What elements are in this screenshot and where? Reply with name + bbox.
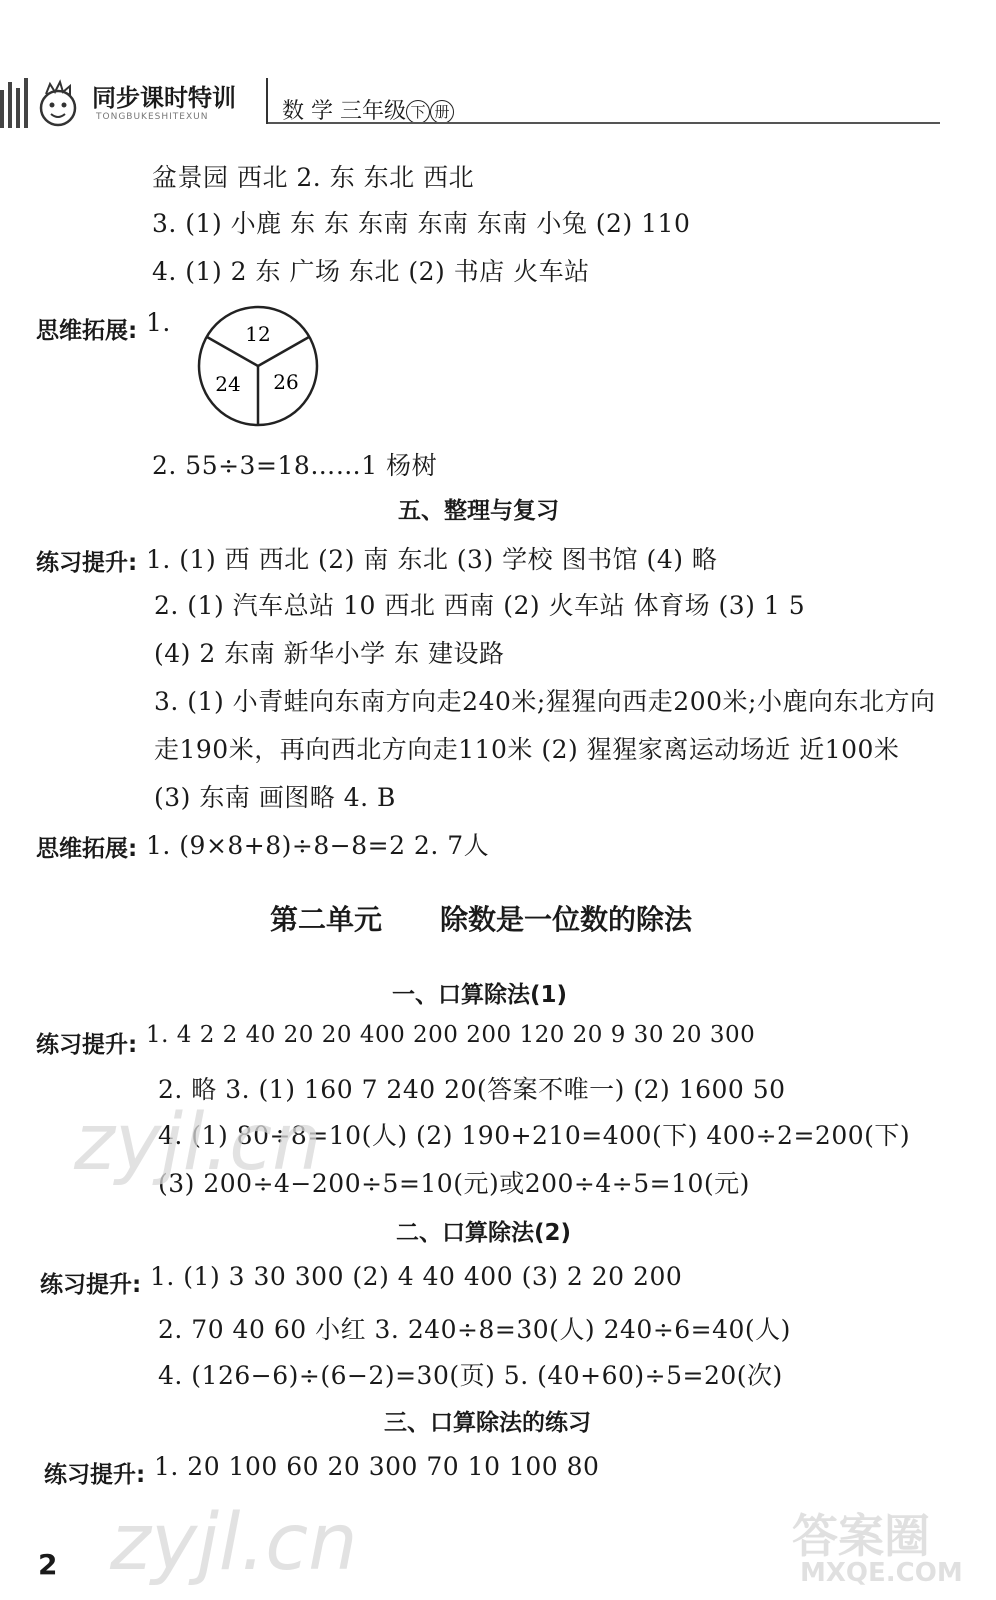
page-number: 2 — [38, 1548, 58, 1581]
section-title: 五、整理与复习 — [398, 498, 559, 524]
header-subject-grade — [282, 94, 454, 125]
section-title: 一、口算除法(1) — [392, 982, 568, 1008]
answer-line: 盆景园 西北 2. 东 东北 西北 — [152, 163, 475, 192]
watermark: zyjl.cn — [74, 1098, 322, 1188]
section-title: 二、口算除法(2) — [396, 1220, 572, 1246]
answer-line: (4) 2 东南 新华小学 东 建设路 — [154, 639, 505, 668]
answer-line: (3) 东南 画图略 4. B — [154, 783, 396, 812]
pie-diagram — [194, 304, 324, 428]
mascot-icon — [0, 70, 90, 132]
answer-line: 2. 略 3. (1) 160 7 240 20(答案不唯一) (2) 1600 50 — [158, 1075, 786, 1104]
watermark: zyjl.cn — [110, 1498, 358, 1588]
unit-title-left: 第二单元 — [270, 903, 383, 936]
header-logo — [0, 70, 90, 132]
section-title: 三、口算除法的练习 — [384, 1410, 591, 1436]
pie-label-left: 24 — [215, 372, 241, 396]
answer-line: 1. — [146, 308, 171, 337]
answer-line: 4. (1) 80÷8=10(人) (2) 190+210=400(下) 400÷2=200(下) — [158, 1121, 911, 1150]
section-label: 练习提升: — [44, 1462, 146, 1488]
volume-circle-a: 下 — [406, 100, 430, 124]
answer-line: 2. 55÷3=18……1 杨树 — [152, 451, 438, 480]
header-subtitle: TONGBUKESHITEXUN — [96, 112, 209, 122]
answer-line: 1. 4 2 2 40 20 20 400 200 200 120 20 9 30 20 300 — [146, 1022, 756, 1048]
answer-line: (3) 200÷4−200÷5=10(元)或200÷4÷5=10(元) — [158, 1169, 750, 1198]
answer-line: 3. (1) 小鹿 东 东 东南 东南 东南 小兔 (2) 110 — [152, 209, 691, 238]
section-label: 思维拓展: — [36, 318, 138, 344]
answer-line: 1. (1) 西 西北 (2) 南 东北 (3) 学校 图书馆 (4) 略 — [146, 545, 718, 574]
pie-label-right: 26 — [273, 370, 299, 394]
header-rule — [268, 122, 940, 124]
answer-line: 1. (9×8+8)÷8−8=2 2. 7人 — [146, 831, 490, 860]
answer-line: 走190米，再向西北方向走110米 (2) 猩猩家离运动场近 近100米 — [154, 735, 900, 764]
section-label: 思维拓展: — [36, 836, 138, 862]
answer-line: 1. 20 100 60 20 300 70 10 100 80 — [154, 1452, 600, 1481]
subject-grade-text: 数 学 三年级 — [282, 99, 406, 124]
header-title: 同步课时特训 — [92, 84, 236, 112]
pie-label-top: 12 — [245, 322, 271, 346]
answer-line: 4. (126−6)÷(6−2)=30(页) 5. (40+60)÷5=20(次) — [158, 1361, 783, 1390]
answer-line: 2. 70 40 60 小红 3. 240÷8=30(人) 240÷6=40(人) — [158, 1315, 791, 1344]
watermark: MXQE.COM — [800, 1558, 963, 1588]
unit-title-right: 除数是一位数的除法 — [440, 903, 693, 936]
section-label: 练习提升: — [36, 550, 138, 576]
header-divider — [266, 78, 268, 124]
section-label: 练习提升: — [36, 1032, 138, 1058]
watermark: 答案圈 — [792, 1509, 930, 1563]
answer-line: 2. (1) 汽车总站 10 西北 西南 (2) 火车站 体育场 (3) 1 5 — [154, 591, 806, 620]
answer-line: 3. (1) 小青蛙向东南方向走240米;猩猩向西走200米;小鹿向东北方向 — [154, 687, 936, 716]
answer-line: 1. (1) 3 30 300 (2) 4 40 400 (3) 2 20 200 — [150, 1262, 683, 1291]
answer-line: 4. (1) 2 东 广场 东北 (2) 书店 火车站 — [152, 257, 590, 286]
section-label: 练习提升: — [40, 1272, 142, 1298]
volume-circle-b: 册 — [430, 100, 454, 124]
